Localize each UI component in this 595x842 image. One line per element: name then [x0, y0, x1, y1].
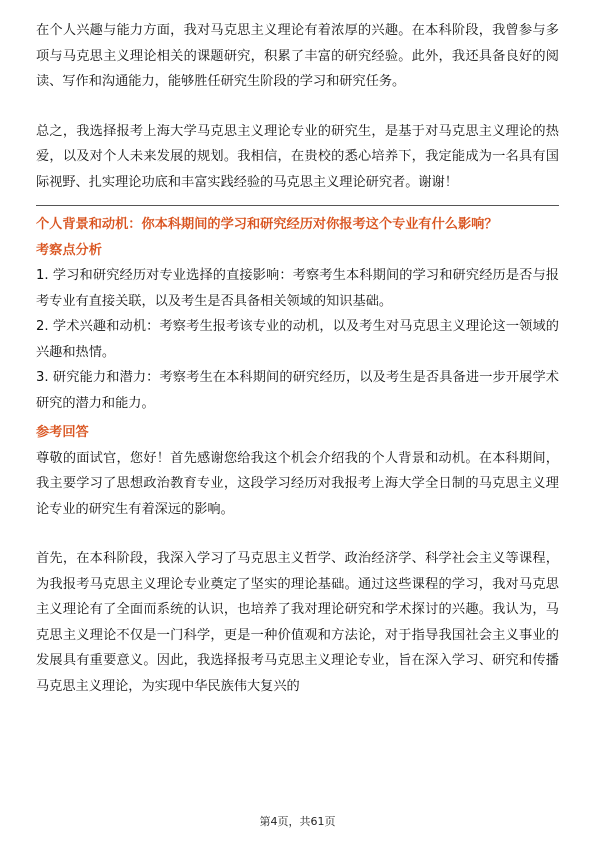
intro-paragraph: 总之，我选择报考上海大学马克思主义理论专业的研究生，是基于对马克思主义理论的热爱，以及对个人未来发展的规划。我相信，在贵校的悉心培养下，我定能成为一名具有国际视野、扎实理论功底和丰富实践经验的马克思主义理论研究者。谢谢！ — [36, 123, 559, 190]
analysis-label: 考察点分析 — [36, 242, 102, 258]
question-title: 个人背景和动机：你本科期间的学习和研究经历对你报考这个专业有什么影响？ — [36, 217, 498, 232]
analysis-point: 3. 研究能力和潜力：考察考生在本科期间的研究经历，以及考生是否具备进一步开展学术研究的潜力和能力。 — [36, 370, 559, 411]
intro-paragraph: 在个人兴趣与能力方面，我对马克思主义理论有着浓厚的兴趣。在本科阶段，我曾参与多项与马克思主义理论相关的课题研究，积累了丰富的研究经验。此外，我还具备良好的阅读、写作和沟通能力，能够胜任研究生阶段的学习和研究任务。 — [36, 23, 559, 89]
answer-paragraph: 尊敬的面试官，您好！首先感谢您给我这个机会介绍我的个人背景和动机。在本科期间，我主要学习了思想政治教育专业，这段学习经历对我报考上海大学全日制的马克思主义理论专业的研究生有着深远的影响。 — [36, 450, 559, 517]
section-divider — [36, 205, 559, 206]
analysis-point: 1. 学习和研究经历对专业选择的直接影响：考察考生本科期间的学习和研究经历是否与报考专业有直接关联，以及考生是否具备相关领域的知识基础。 — [36, 268, 559, 309]
page-number: 第4页，共61页 — [259, 815, 336, 828]
answer-paragraph: 首先，在本科阶段，我深入学习了马克思主义哲学、政治经济学、科学社会主义等课程，为我报考马克思主义理论专业奠定了坚实的理论基础。通过这些课程的学习，我对马克思主义理论有了全面而系统的认识，也培养了我对理论研究和学术探讨的兴趣。我认为，马克思主义理论不仅是一门科学，更是一种价值观和方法论，对于指导我国社会主义事业的发展具有重要意义。因此，我选择报考马克思主义理论专业，旨在深入学习、研究和传播马克思主义理论，为实现中华民族伟大复兴的 — [36, 551, 559, 694]
document-page — [36, 18, 559, 699]
analysis-point: 2. 学术兴趣和动机：考察考生报考该专业的动机，以及考生对马克思主义理论这一领域的兴趣和热情。 — [36, 319, 559, 360]
answer-label: 参考回答 — [36, 425, 89, 440]
